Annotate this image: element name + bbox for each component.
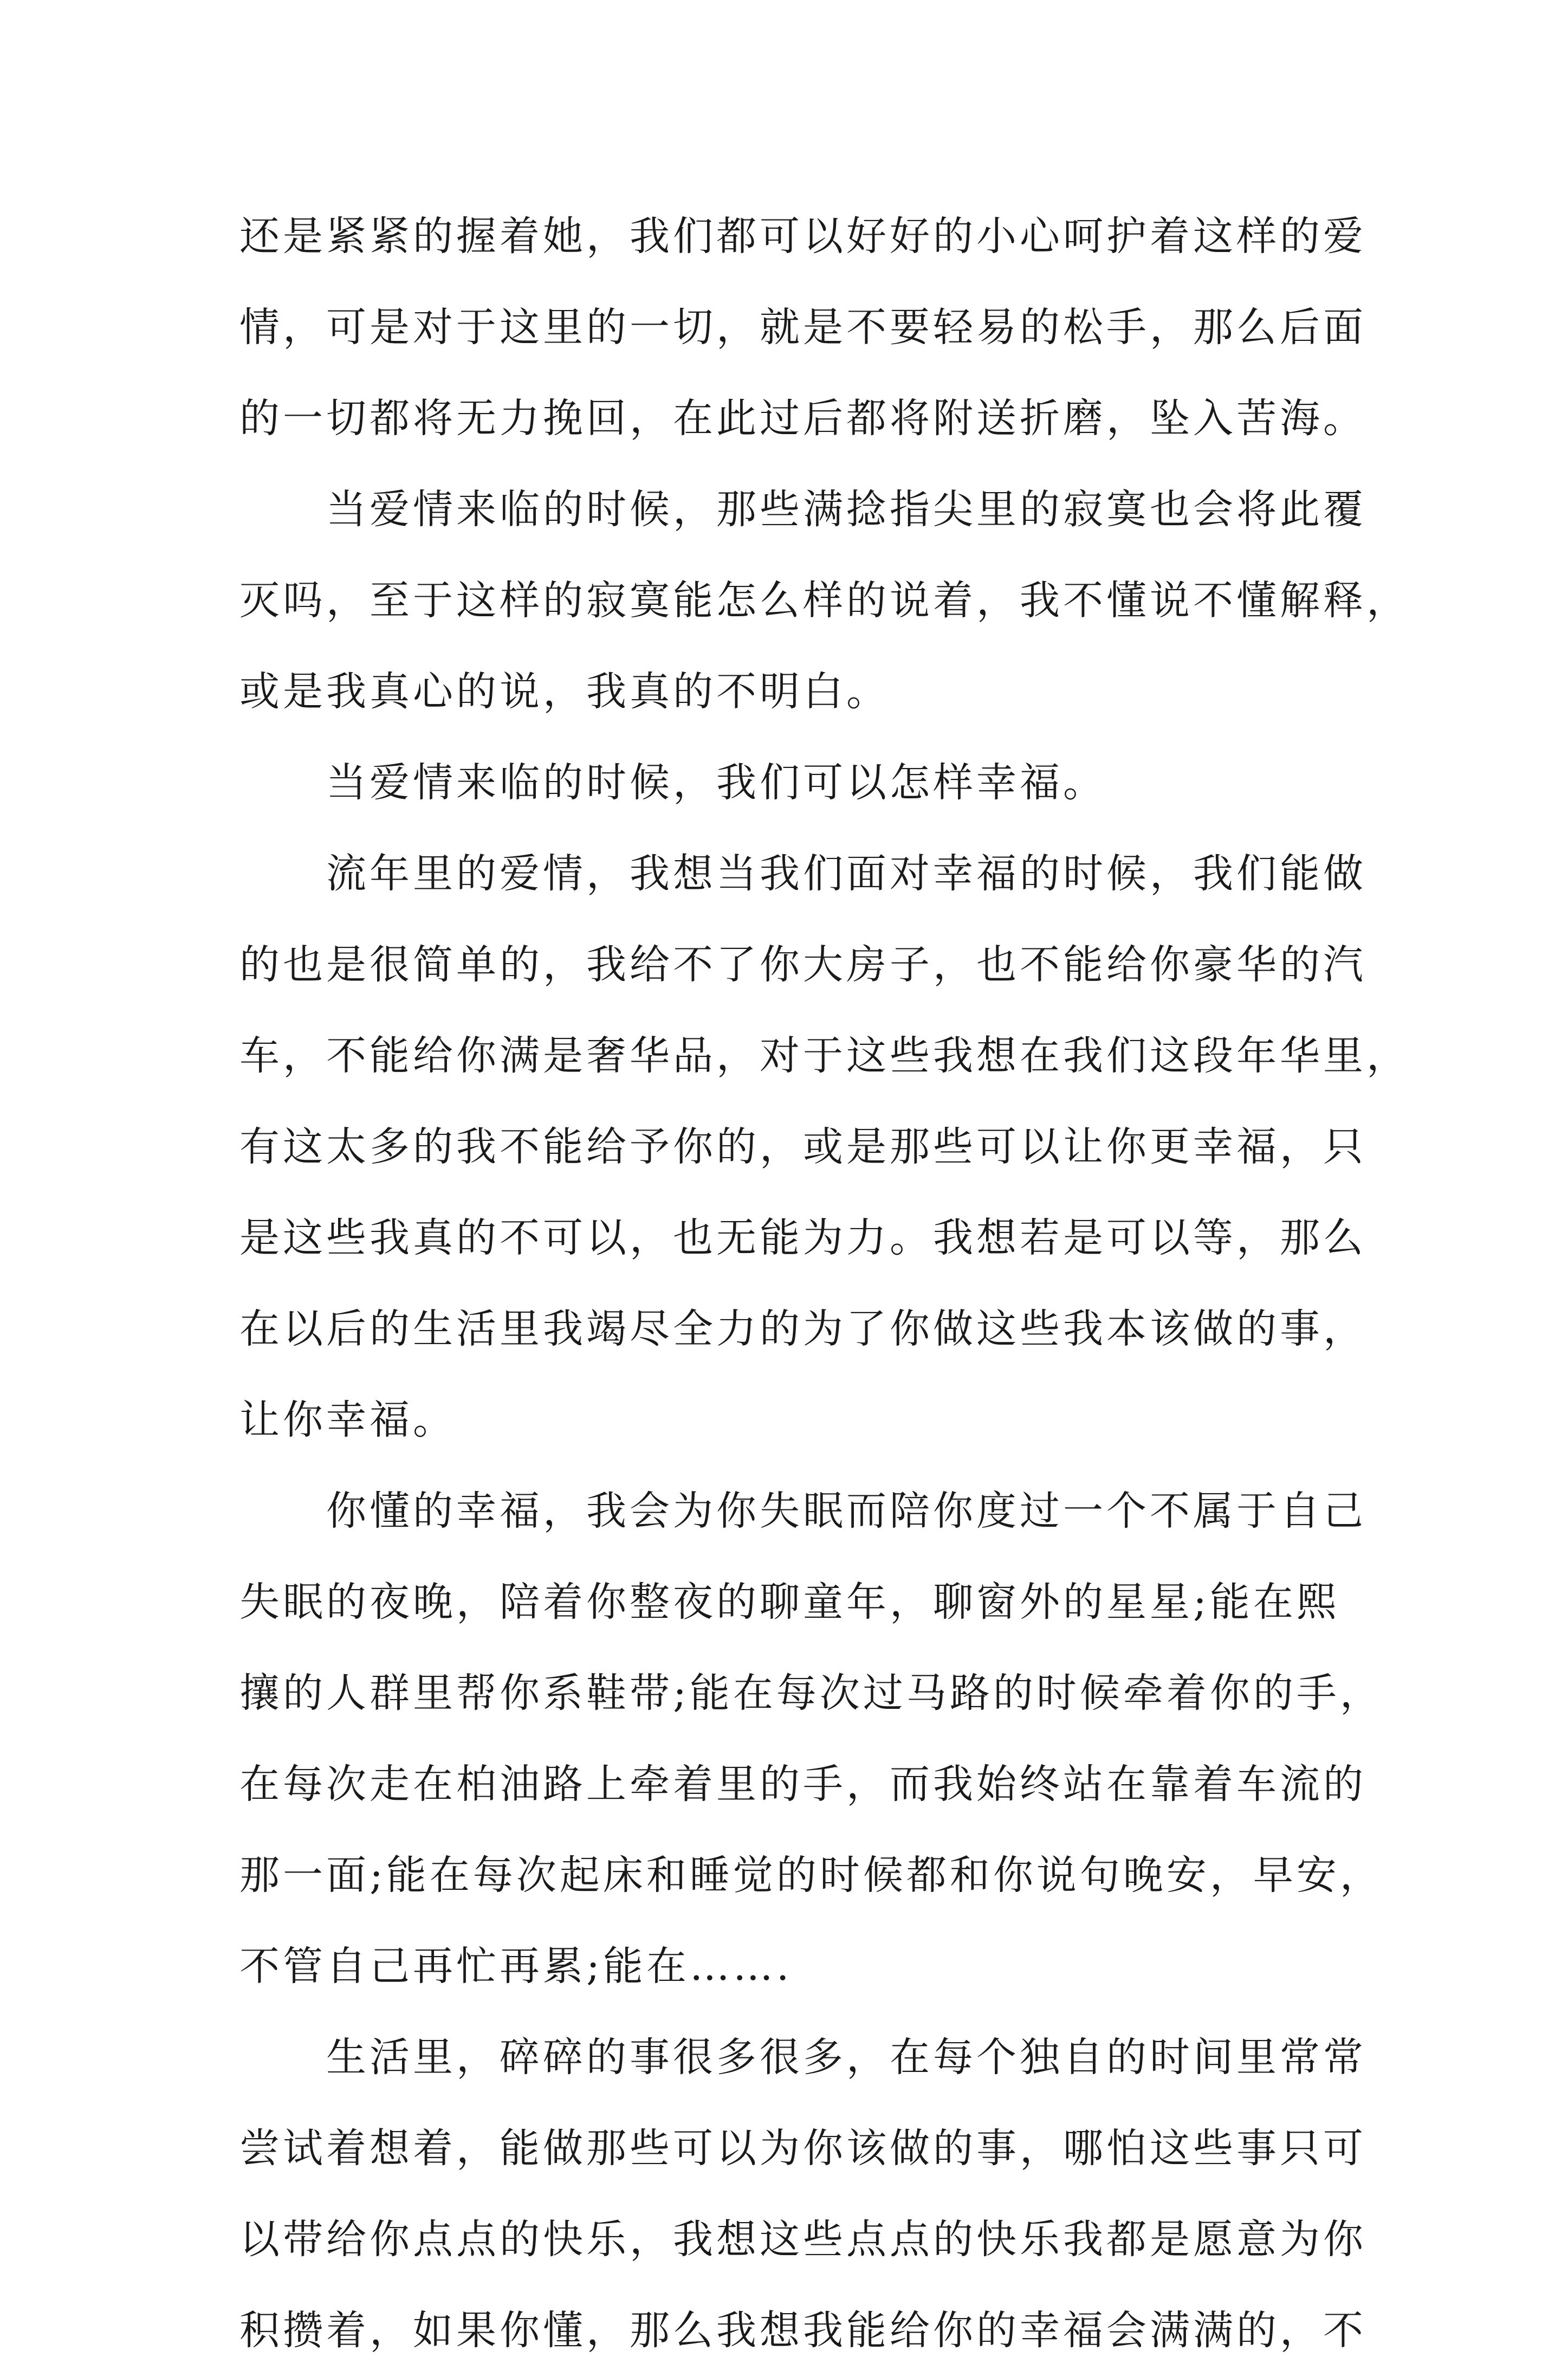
text-body (239, 191, 1410, 2376)
text-line: 在以后的生活里我竭尽全力的为了你做这些我本该做的事， (239, 1306, 1366, 1352)
text-line: 尝试着想着，能做那些可以为你该做的事，哪怕这些事只可 (239, 2125, 1366, 2172)
text-line: 的也是很简单的，我给不了你大房子，也不能给你豪华的汽 (239, 941, 1366, 988)
paragraph-first-line: 当爱情来临的时候，那些满捻指尖里的寂寞也会将此覆 (326, 486, 1366, 533)
text-line: 情，可是对于这里的一切，就是不要轻易的松手，那么后面 (239, 304, 1366, 351)
paragraph-first-line: 你懂的幸福，我会为你失眠而陪你度过一个不属于自己 (326, 1488, 1366, 1534)
text-line: 是这些我真的不可以，也无能为力。我想若是可以等，那么 (239, 1215, 1366, 1261)
paragraph-first-line: 当爱情来临的时候，我们可以怎样幸福。 (326, 759, 1106, 806)
text-line: 那一面;能在每次起床和睡觉的时候都和你说句晚安，早安， (239, 1852, 1383, 1899)
paragraph-first-line: 流年里的爱情，我想当我们面对幸福的时候，我们能做 (326, 850, 1366, 897)
text-line: 积攒着，如果你懂，那么我想我能给你的幸福会满满的，不 (239, 2307, 1366, 2354)
paragraph-first-line: 生活里，碎碎的事很多很多，在每个独自的时间里常常 (326, 2034, 1366, 2081)
text-line: 在每次走在柏油路上牵着里的手，而我始终站在靠着车流的 (239, 1761, 1366, 1807)
text-line: 以带给你点点的快乐，我想这些点点的快乐我都是愿意为你 (239, 2216, 1366, 2263)
text-line: 有这太多的我不能给予你的，或是那些可以让你更幸福，只 (239, 1124, 1366, 1170)
text-line: 攘的人群里帮你系鞋带;能在每次过马路的时候牵着你的手， (239, 1670, 1383, 1716)
text-line: 灭吗，至于这样的寂寞能怎么样的说着，我不懂说不懂解释， (239, 577, 1410, 624)
text-line: 或是我真心的说，我真的不明白。 (239, 668, 890, 715)
text-line: 还是紧紧的握着她，我们都可以好好的小心呵护着这样的爱 (239, 213, 1366, 260)
text-line: 不管自己再忙再累;能在……. (239, 1943, 793, 1990)
text-line: 的一切都将无力挽回，在此过后都将附送折磨，坠入苦海。 (239, 395, 1366, 442)
text-line: 车，不能给你满是奢华品，对于这些我想在我们这段年华里， (239, 1032, 1410, 1079)
text-line: 让你幸福。 (239, 1397, 456, 1443)
text-line: 失眠的夜晚，陪着你整夜的聊童年，聊窗外的星星;能在熙 (239, 1579, 1340, 1625)
